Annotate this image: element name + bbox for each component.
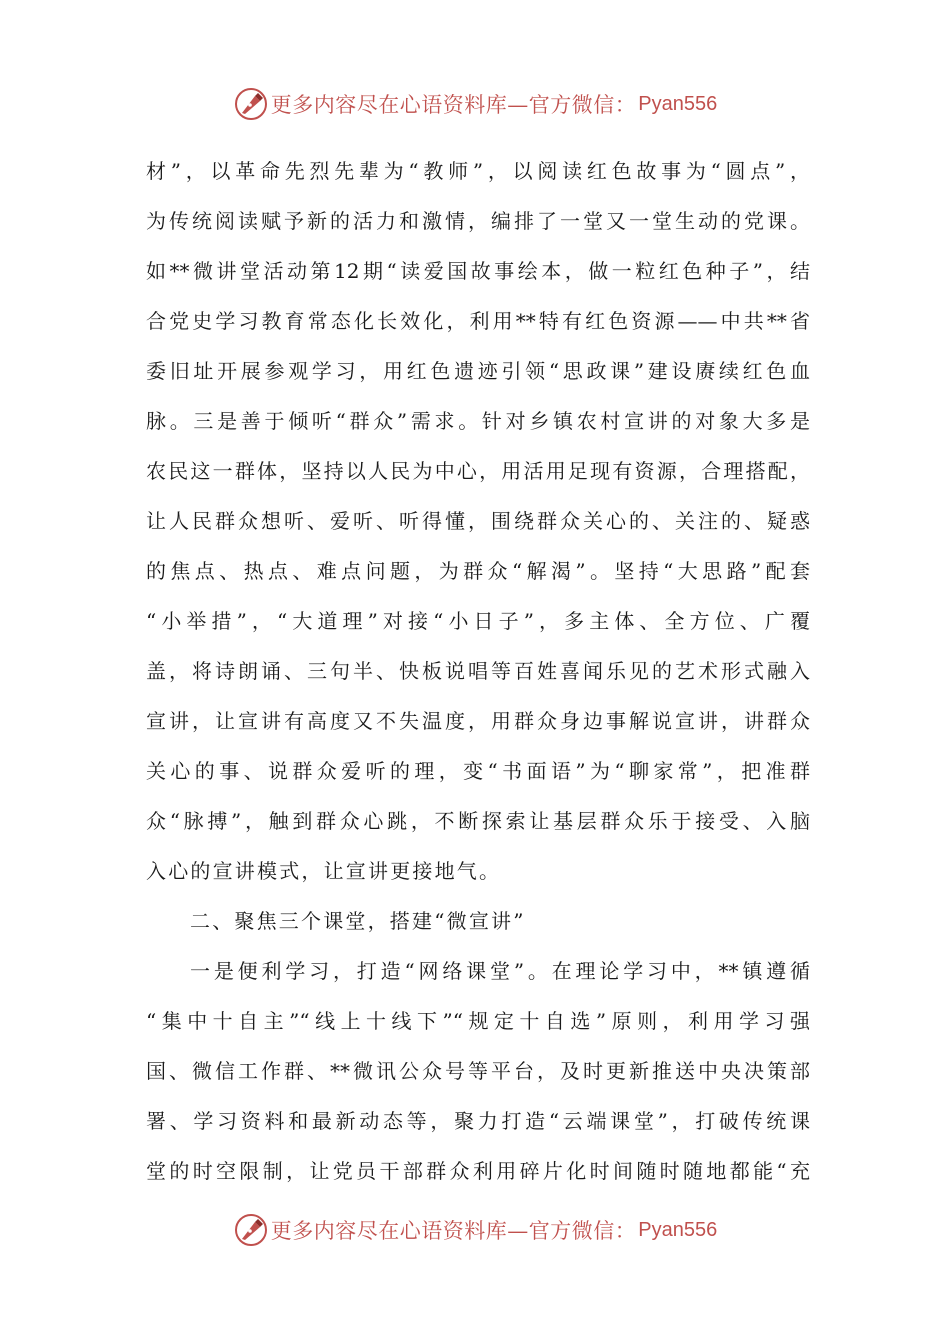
body-line: 署、学习资料和最新动态等，聚力打造“云端课堂”，打破传统课 <box>146 1109 810 1133</box>
body-line: 脉。三是善于倾听“群众”需求。针对乡镇农村宣讲的对象大多是 <box>146 409 810 433</box>
body-line: 农民这一群体，坚持以人民为中心，用活用足现有资源，合理搭配， <box>146 459 810 483</box>
body-line: 合党史学习教育常态化长效化，利用**特有红色资源——中共**省 <box>146 309 810 333</box>
body-line: 的焦点、热点、难点问题，为群众“解渴”。坚持“大思路”配套 <box>146 559 810 583</box>
body-line: 众“脉搏”，触到群众心跳，不断探索让基层群众乐于接受、入脑 <box>146 809 810 833</box>
pen-nib-logo-icon <box>233 86 269 122</box>
body-line: “集中十自主”“线上十线下”“规定十自选”原则，利用学习强 <box>146 1009 810 1033</box>
body-line: “小举措”，“大道理”对接“小日子”，多主体、全方位、广覆 <box>146 609 810 633</box>
body-line: 一是便利学习，打造“网络课堂”。在理论学习中，**镇遵循 <box>190 959 810 983</box>
body-line: 让人民群众想听、爱听、听得懂，围绕群众关心的、关注的、疑惑 <box>146 509 810 533</box>
body-line: 国、微信工作群、**微讯公众号等平台，及时更新推送中央决策部 <box>146 1059 810 1083</box>
header-watermark <box>0 84 950 124</box>
body-line: 入心的宣讲模式，让宣讲更接地气。 <box>146 859 502 883</box>
pen-nib-logo-icon <box>233 1212 269 1248</box>
body-line: 为传统阅读赋予新的活力和激情，编排了一堂又一堂生动的党课。 <box>146 209 810 233</box>
body-line: 宣讲，让宣讲有高度又不失温度，用群众身边事解说宣讲，讲群众 <box>146 709 810 733</box>
body-line: 委旧址开展参观学习，用红色遗迹引领“思政课”建设赓续红色血 <box>146 359 810 383</box>
watermark-handle: Pyan556 <box>638 92 718 115</box>
section-heading: 二、聚焦三个课堂，搭建“微宣讲” <box>190 909 526 933</box>
body-line: 如**微讲堂活动第12期“读爱国故事绘本，做一粒红色种子”，结 <box>146 259 810 283</box>
body-line: 关心的事、说群众爱听的理，变“书面语”为“聊家常”，把准群 <box>146 759 810 783</box>
watermark-text: 更多内容尽在心语资料库—官方微信： <box>270 1219 637 1243</box>
watermark-text: 更多内容尽在心语资料库—官方微信： <box>270 93 637 117</box>
body-line: 材”，以革命先烈先辈为“教师”，以阅读红色故事为“圆点”， <box>146 159 810 183</box>
body-line: 盖，将诗朗诵、三句半、快板说唱等百姓喜闻乐见的艺术形式融入 <box>146 659 810 683</box>
watermark-handle: Pyan556 <box>638 1218 718 1241</box>
body-line: 堂的时空限制，让党员干部群众利用碎片化时间随时随地都能“充 <box>146 1159 810 1183</box>
document-body <box>146 146 810 1196</box>
footer-watermark <box>0 1210 950 1250</box>
